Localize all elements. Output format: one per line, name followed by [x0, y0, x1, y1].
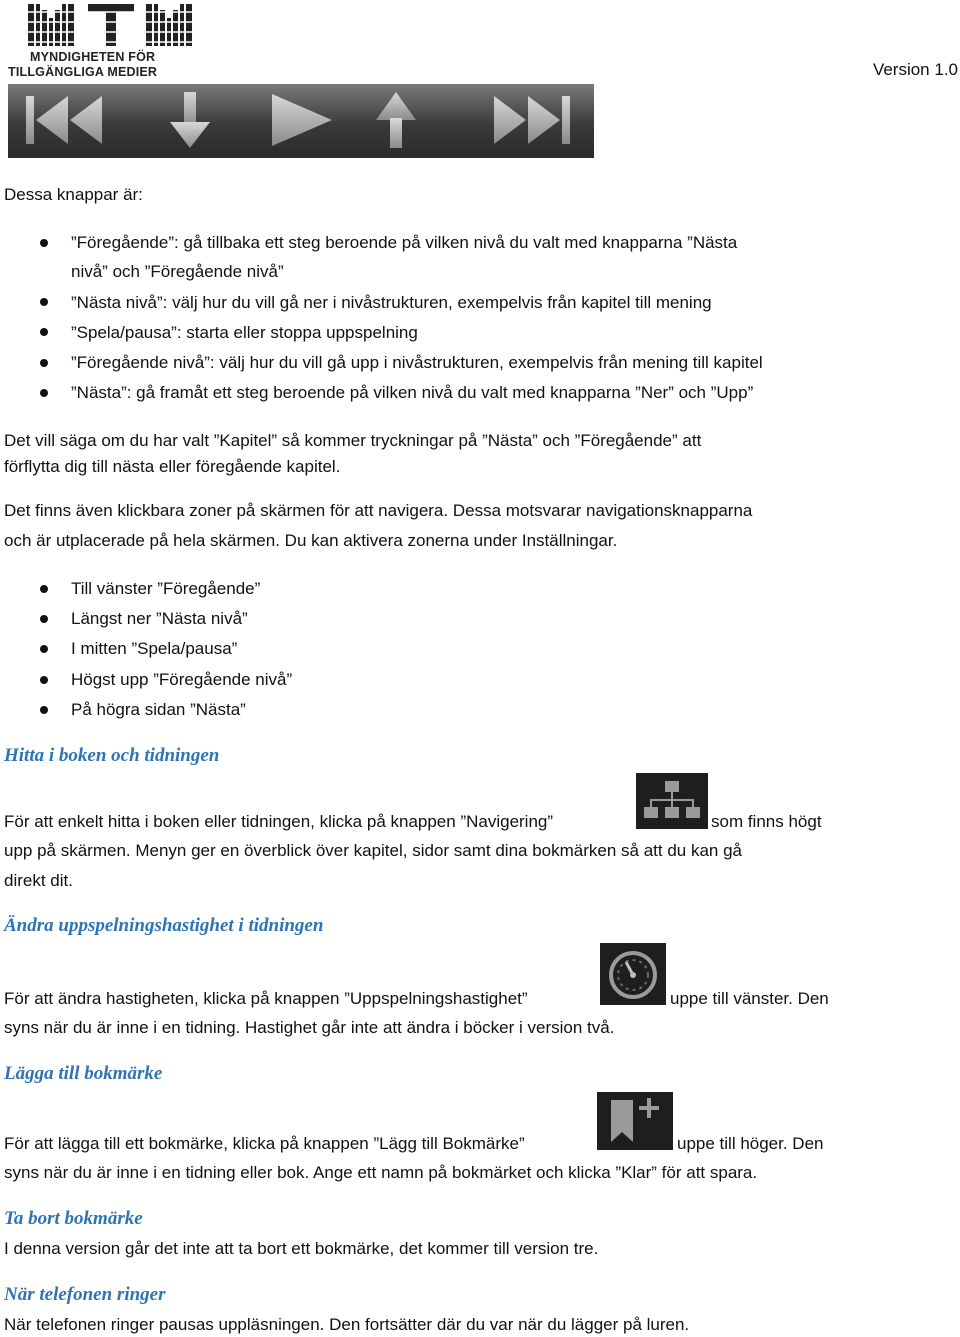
- paragraph: Det finns även klickbara zoner på skärmen för att navigera. Dessa motsvarar navigationsknapparna: [4, 501, 753, 520]
- paragraph: För att enkelt hitta i boken eller tidningen, klicka på knappen ”Navigering”: [4, 812, 554, 831]
- section-heading: Ändra uppspelningshastighet i tidningen: [4, 915, 324, 936]
- speedometer-icon: [600, 943, 666, 1005]
- add-bookmark-button-image: [597, 1092, 673, 1150]
- paragraph: som finns högt: [711, 812, 822, 831]
- down-arrow-icon: [170, 92, 210, 148]
- sitemap-icon: [636, 773, 708, 829]
- bullet-dot: [40, 585, 48, 593]
- logo-line-2: TILLGÄNGLIGA MEDIER: [8, 65, 158, 79]
- section-heading: Hitta i boken och tidningen: [4, 745, 220, 766]
- section-heading: Lägga till bokmärke: [4, 1063, 163, 1084]
- version-label: Version 1.0: [872, 60, 958, 79]
- playback-speed-button-image: [600, 943, 666, 1005]
- list-item-continued: nivå” och ”Föregående nivå”: [71, 262, 284, 281]
- list-item: ”Nästa nivå”: välj hur du vill gå ner i nivåstrukturen, exempelvis från kapitel till mening: [71, 293, 712, 312]
- bullet-dot: [40, 645, 48, 653]
- intro-text: Dessa knappar är:: [4, 185, 143, 204]
- next-icon: [494, 96, 570, 144]
- list-item: ”Föregående”: gå tillbaka ett steg beroende på vilken nivå du valt med knapparna ”Nästa: [71, 233, 738, 252]
- up-arrow-icon: [376, 92, 416, 148]
- paragraph: förflytta dig till nästa eller föregående kapitel.: [4, 457, 341, 476]
- paragraph: syns när du är inne i en tidning eller bok. Ange ett namn på bokmärket och klicka ”Klar” för att spara.: [4, 1163, 758, 1182]
- bullet-dot: [40, 328, 48, 336]
- list-item: ”Nästa”: gå framåt ett steg beroende på vilken nivå du valt med knapparna ”Ner” och ”Upp”: [71, 383, 754, 402]
- logo-mark-icon: [28, 2, 198, 48]
- paragraph: För att ändra hastigheten, klicka på knappen ”Uppspelningshastighet”: [4, 989, 528, 1008]
- paragraph: I denna version går det inte att ta bort ett bokmärke, det kommer till version tre.: [4, 1239, 599, 1258]
- list-item: I mitten ”Spela/pausa”: [71, 639, 238, 658]
- paragraph: Det vill säga om du har valt ”Kapitel” så kommer tryckningar på ”Nästa” och ”Föregående” att: [4, 431, 702, 450]
- logo-line-1: MYNDIGHETEN FÖR: [30, 50, 156, 64]
- bullet-dot: [40, 389, 48, 397]
- list-item: Längst ner ”Nästa nivå”: [71, 609, 248, 628]
- list-item: ”Spela/pausa”: starta eller stoppa uppspelning: [71, 323, 418, 342]
- previous-icon: [26, 96, 102, 144]
- paragraph: direkt dit.: [4, 871, 73, 890]
- list-item: Högst upp ”Föregående nivå”: [71, 670, 293, 689]
- bookmark-add-icon: [597, 1092, 673, 1150]
- paragraph: uppe till höger. Den: [677, 1134, 824, 1153]
- bullet-dot: [40, 615, 48, 623]
- list-item: Till vänster ”Föregående”: [71, 579, 261, 598]
- bullet-dot: [40, 676, 48, 684]
- paragraph: upp på skärmen. Menyn ger en överblick över kapitel, sidor samt dina bokmärken så att du kan gå: [4, 841, 742, 860]
- paragraph: När telefonen ringer pausas uppläsningen. Den fortsätter där du var när du lägger på luren.: [4, 1315, 690, 1334]
- paragraph: syns när du är inne i en tidning. Hastighet går inte att ändra i böcker i version två.: [4, 1018, 615, 1037]
- list-item: På högra sidan ”Nästa”: [71, 700, 246, 719]
- logo-text: [8, 50, 157, 80]
- paragraph: och är utplacerade på hela skärmen. Du kan aktivera zonerna under Inställningar.: [4, 531, 618, 550]
- paragraph: uppe till vänster. Den: [670, 989, 829, 1008]
- section-heading: När telefonen ringer: [4, 1284, 166, 1305]
- list-item: ”Föregående nivå”: välj hur du vill gå upp i nivåstrukturen, exempelvis från mening till kapitel: [71, 353, 763, 372]
- bullet-dot: [40, 706, 48, 714]
- navigation-buttons-image: [8, 84, 594, 158]
- navigation-button-image: [636, 773, 708, 829]
- section-heading: Ta bort bokmärke: [4, 1208, 143, 1229]
- bullet-dot: [40, 359, 48, 367]
- play-icon: [272, 94, 332, 146]
- paragraph: För att lägga till ett bokmärke, klicka på knappen ”Lägg till Bokmärke”: [4, 1134, 525, 1153]
- bullet-dot: [40, 298, 48, 306]
- bullet-dot: [40, 239, 48, 247]
